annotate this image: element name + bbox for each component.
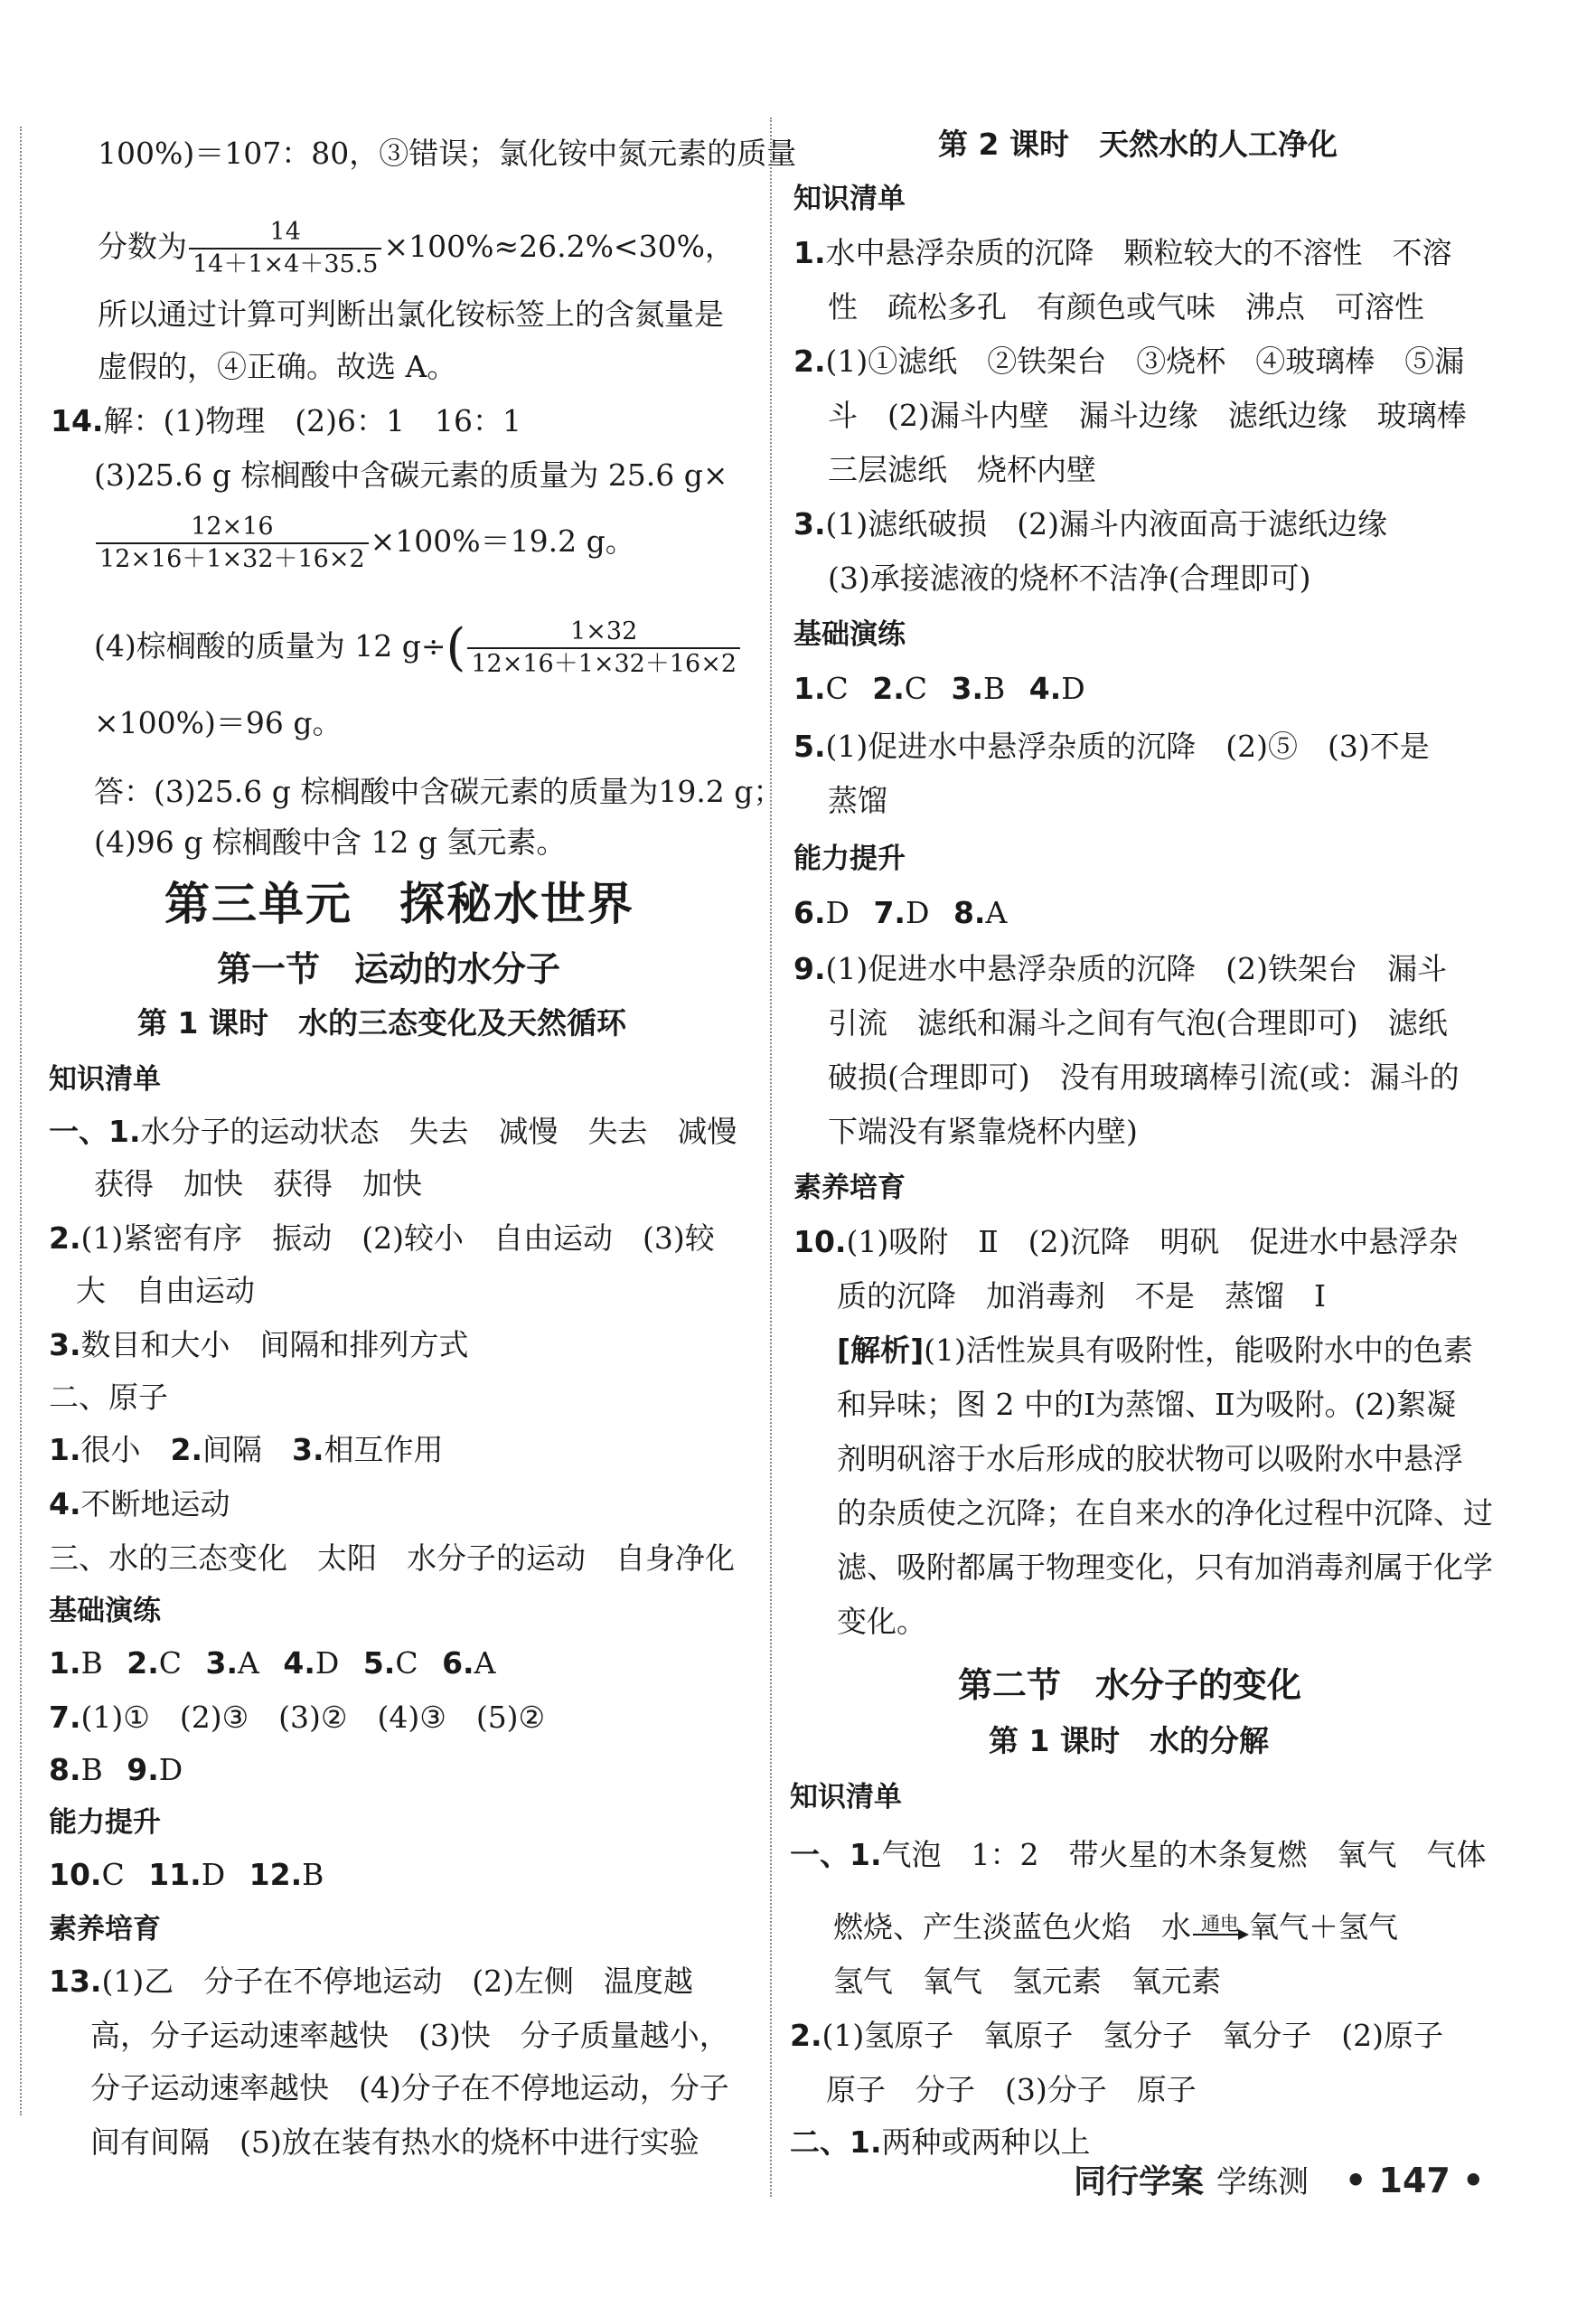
unit-title: 第三单元 探秘水世界 [164, 878, 634, 930]
answer-line [49, 1698, 545, 1738]
text-line: ×100%)＝96 g。 [94, 705, 343, 740]
section-heading: 素养培育 [49, 1913, 161, 1945]
section-heading: 知识清单 [790, 1781, 902, 1813]
item-number: 4. [283, 1645, 315, 1681]
answer-text: (1)吸附 Ⅱ (2)沉降 明矾 促进水中悬浮杂 [846, 1224, 1459, 1259]
analysis-label: [解析] [837, 1333, 925, 1368]
answer-choice: D [158, 1752, 183, 1787]
answer-choice: C [825, 671, 849, 706]
text-line: 二、原子 [49, 1380, 168, 1415]
item-number: 2. [793, 344, 826, 379]
item-number: 1. [49, 1432, 81, 1467]
item-number: 10. [793, 1224, 847, 1259]
answer-choice: C [395, 1645, 418, 1681]
text-line: (4)96 g 棕榈酸中含 12 g 氢元素。 [94, 824, 567, 860]
item-number: 一、1. [49, 1114, 141, 1149]
fraction-denominator: 12×16＋1×32＋16×2 [96, 542, 369, 575]
item-number: 7. [873, 895, 906, 930]
answer-text: 相互作用 [324, 1432, 444, 1467]
text-line: 变化。 [837, 1604, 926, 1639]
text: 分数为 [98, 229, 187, 264]
right-column [779, 0, 1596, 2317]
fraction-numerator: 12×16 [191, 513, 274, 541]
left-column [0, 0, 797, 2317]
item-number: 3. [49, 1327, 81, 1362]
item-number: 6. [793, 895, 826, 930]
question-14 [51, 401, 521, 441]
answer-line [49, 1484, 230, 1524]
section-heading: 知识清单 [49, 1063, 161, 1096]
question-number: 14. [51, 403, 104, 438]
answer-line [793, 1222, 1458, 1262]
item-number: 3. [205, 1645, 239, 1681]
fraction-numerator: 14 [269, 218, 301, 246]
text-line: 100%)＝107：80，③错误；氯化铵中氮元素的质量 [98, 136, 797, 171]
question-text: 解：(1)物理 (2)6：1 16：1 [103, 403, 521, 438]
item-number: 8. [953, 895, 986, 930]
open-paren-icon: ( [446, 618, 466, 677]
answer-text: 间隔 [202, 1432, 292, 1467]
item-number: 3. [292, 1432, 324, 1467]
section-heading: 能力提升 [49, 1806, 161, 1839]
answer-line [49, 1325, 469, 1365]
text-line: 答：(3)25.6 g 棕榈酸中含碳元素的质量为19.2 g； [94, 774, 784, 809]
answer-text: 很小 [80, 1432, 171, 1467]
lesson-title: 第 1 课时 水的三态变化及天然循环 [137, 1005, 626, 1041]
text-line: 获得 加快 获得 加快 [94, 1166, 422, 1201]
item-number: 5. [362, 1645, 396, 1681]
answer-choice: B [80, 1645, 103, 1681]
answer-text: 两种或两种以上 [881, 2124, 1091, 2160]
text-line: (3)承接滤液的烧杯不洁净(合理即可) [828, 560, 1311, 596]
section-heading: 知识清单 [793, 183, 906, 215]
answer-text: (1)促进水中悬浮杂质的沉降 (2)⑤ (3)不是 [825, 729, 1430, 764]
item-number: 2. [170, 1432, 202, 1467]
section-heading: 素养培育 [793, 1172, 906, 1204]
item-number: 6. [442, 1645, 474, 1681]
text-line: 性 疏松多孔 有颜色或气味 沸点 可溶性 [828, 289, 1424, 325]
answer-choice: A [474, 1645, 496, 1681]
formula-line [98, 217, 735, 280]
equation-line [833, 1907, 1398, 1947]
answer-line [793, 504, 1387, 544]
text: 氧气＋氢气 [1249, 1909, 1398, 1945]
answer-text: (1)紧密有序 振动 (2)较小 自由运动 (3)较 [80, 1220, 715, 1256]
item-number: 13. [49, 1964, 102, 1999]
lesson-title: 第 1 课时 水的分解 [989, 1723, 1269, 1758]
answer-line [793, 342, 1464, 381]
item-number: 二、1. [790, 2124, 882, 2160]
text: (4)棕榈酸的质量为 12 g÷ [94, 628, 446, 664]
fraction-denominator: 14＋1×4＋35.5 [189, 248, 381, 280]
answer-text: 气泡 1：2 带火星的木条复燃 氧气 气体 [881, 1837, 1487, 1872]
answer-line [49, 1430, 444, 1470]
answer-choice: C [101, 1857, 125, 1892]
fraction [189, 217, 381, 280]
text-line: 所以通过计算可判断出氯化铵标签上的含氮量是 [98, 297, 724, 332]
answer-text: (1)促进水中悬浮杂质的沉降 (2)铁架台 漏斗 [825, 951, 1447, 986]
choice-answers [49, 1855, 324, 1895]
text-line: 三层滤纸 烧杯内壁 [828, 452, 1096, 487]
text-line: 高，分子运动速率越快 (3)快 分子质量越小， [90, 2018, 729, 2053]
text-line: 分子运动速率越快 (4)分子在不停地运动，分子 [90, 2070, 729, 2105]
text: ×100%≈26.2%<30%， [383, 229, 735, 264]
answer-text: (1)滤纸破损 (2)漏斗内液面高于滤纸边缘 [825, 506, 1387, 542]
item-number: 3. [951, 671, 983, 706]
text-line: 大 自由运动 [76, 1273, 255, 1308]
text-line: 斗 (2)漏斗内壁 漏斗边缘 滤纸边缘 玻璃棒 [828, 398, 1467, 433]
lesson-title: 第 2 课时 天然水的人工净化 [938, 127, 1338, 162]
item-number: 8. [49, 1752, 81, 1787]
item-number: 3. [793, 506, 826, 542]
answer-choice: C [904, 671, 927, 706]
section-heading: 基础演练 [49, 1595, 161, 1627]
answer-text: 水中悬浮杂质的沉降 颗粒较大的不溶性 不溶 [825, 235, 1452, 270]
answer-choice: D [1061, 671, 1085, 706]
choice-answers [793, 893, 1007, 933]
page-footer [1074, 2155, 1484, 2206]
answer-choice: D [201, 1857, 226, 1892]
fraction [96, 512, 369, 575]
item-number: 11. [148, 1857, 202, 1892]
answer-text: 数目和大小 间隔和排列方式 [80, 1327, 469, 1362]
answer-choice: D [315, 1645, 340, 1681]
answer-line [49, 1962, 693, 2001]
item-number: 4. [49, 1486, 81, 1521]
reaction-arrow [1193, 1914, 1247, 1945]
text-line: 蒸馏 [828, 783, 887, 818]
item-number: 4. [1028, 671, 1062, 706]
section-title: 第二节 水分子的变化 [958, 1665, 1302, 1705]
text-line: 滤、吸附都属于物理变化，只有加消毒剂属于化学 [837, 1549, 1493, 1585]
answer-line [790, 1835, 1487, 1875]
answer-text: (1)乙 分子在不停地运动 (2)左侧 温度越 [101, 1964, 693, 1999]
item-number: 10. [49, 1857, 102, 1892]
item-number: 1. [49, 1645, 81, 1681]
item-number: 一、1. [790, 1837, 882, 1872]
answer-text: (1)① (2)③ (3)② (4)③ (5)② [80, 1700, 546, 1735]
item-number: 12. [249, 1857, 303, 1892]
formula-line [94, 617, 742, 680]
answer-choice: B [80, 1752, 103, 1787]
answer-choice: B [302, 1857, 324, 1892]
item-number: 2. [49, 1220, 81, 1256]
analysis-line [837, 1331, 1473, 1370]
text-line: 间有间隔 (5)放在装有热水的烧杯中进行实验 [90, 2124, 699, 2160]
item-number: 5. [793, 729, 826, 764]
item-number: 1. [793, 671, 826, 706]
reaction-condition: 通电 [1201, 1913, 1239, 1935]
section-heading: 能力提升 [793, 843, 906, 875]
brand-name: 同行学案 [1074, 2163, 1205, 2200]
section-title: 第一节 运动的水分子 [217, 949, 561, 989]
item-number: 2. [872, 671, 905, 706]
analysis-text: (1)活性炭具有吸附性，能吸附水中的色素 [924, 1333, 1473, 1368]
item-number: 1. [793, 235, 826, 270]
arrow-icon [1193, 1934, 1247, 1936]
choice-answers [793, 669, 1085, 709]
text-line: 三、水的三态变化 太阳 水分子的运动 自身净化 [49, 1540, 735, 1576]
page-number: • 147 • [1345, 2161, 1485, 2200]
item-number: 9. [127, 1752, 159, 1787]
answer-choice: D [905, 895, 930, 930]
fraction-denominator: 12×16＋1×32＋16×2 [467, 647, 740, 680]
item-number: 7. [49, 1700, 81, 1735]
answer-choice: A [985, 895, 1008, 930]
fraction-numerator: 1×32 [570, 617, 638, 645]
choice-answers [49, 1750, 183, 1790]
brand-subtitle: 学练测 [1216, 2164, 1310, 2200]
text-line: 原子 分子 (3)分子 原子 [826, 2072, 1197, 2107]
fraction [467, 617, 740, 680]
text-line: 和异味；图 2 中的Ⅰ为蒸馏、Ⅱ为吸附。(2)絮凝 [837, 1387, 1457, 1422]
section-heading: 基础演练 [793, 618, 906, 651]
text: 燃烧、产生淡蓝色火焰 水 [833, 1909, 1191, 1945]
answer-choice: C [158, 1645, 183, 1681]
answer-line [793, 233, 1452, 273]
text: ×100%＝19.2 g。 [370, 523, 635, 559]
item-number: 2. [790, 2018, 822, 2053]
answer-choice: B [983, 671, 1006, 706]
answer-choice: D [825, 895, 850, 930]
text-line: 质的沉降 加消毒剂 不是 蒸馏 Ⅰ [837, 1278, 1327, 1314]
text-line: 下端没有紧靠烧杯内壁) [828, 1114, 1138, 1149]
answer-line [790, 2123, 1091, 2162]
text-line: 氢气 氧气 氢元素 氧元素 [833, 1964, 1221, 1999]
text-line: (3)25.6 g 棕榈酸中含碳元素的质量为 25.6 g× [94, 457, 728, 493]
text-line: 破损(合理即可) 没有用玻璃棒引流(或：漏斗的 [828, 1060, 1460, 1095]
formula-line [94, 512, 635, 575]
answer-text: 不断地运动 [80, 1486, 230, 1521]
answer-line [49, 1219, 715, 1258]
answer-choice: A [238, 1645, 259, 1681]
answer-text: (1)①滤纸 ②铁架台 ③烧杯 ④玻璃棒 ⑤漏 [825, 344, 1465, 379]
answer-text: 水分子的运动状态 失去 减慢 失去 减慢 [140, 1114, 737, 1149]
choice-answers [49, 1644, 495, 1683]
item-number: 2. [127, 1645, 159, 1681]
text-line: 的杂质使之沉降；在自来水的净化过程中沉降、过 [837, 1495, 1493, 1531]
answer-line [790, 2016, 1443, 2056]
text-line: 虚假的，④正确。故选 A。 [98, 349, 457, 384]
item-number: 9. [793, 951, 826, 986]
answer-text: (1)氢原子 氧原子 氢分子 氧分子 (2)原子 [821, 2018, 1443, 2053]
text-line: 剂明矾溶于水后形成的胶状物可以吸附水中悬浮 [837, 1441, 1463, 1476]
answer-line [49, 1112, 737, 1152]
answer-line [793, 949, 1447, 989]
answer-line [793, 727, 1430, 767]
text-line: 引流 滤纸和漏斗之间有气泡(合理即可) 滤纸 [828, 1005, 1448, 1041]
